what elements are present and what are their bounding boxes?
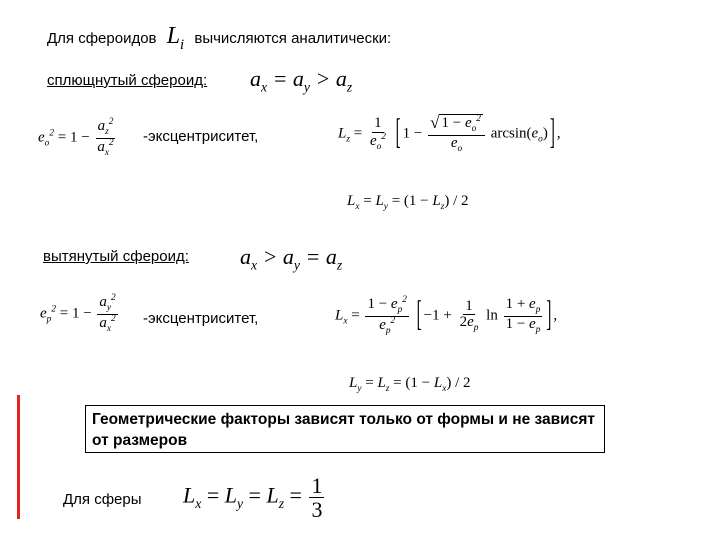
note-box: Геометрические факторы зависят только от формы и не зависят от размеров xyxy=(85,405,605,453)
sphere-formula: $L_x = L_y = L_z$ = $\frac{1}{3}$ xyxy=(183,473,323,523)
oblate-heading: сплющнутый сфероид: xyxy=(47,72,208,89)
oblate-LxLy-formula: $L_x = L_y = (1 - L_z) / 2$ xyxy=(347,193,469,212)
intro-symbol: $L_i$ xyxy=(166,23,185,53)
accent-bar xyxy=(17,395,20,519)
oblate-Lz-formula: $L_z$ = $\frac{1}{e_o^2}$ [ 1 − √ $1 - e_o^2$ $e_o$ $\arcsin(e_o)$ ] , xyxy=(338,113,561,154)
prolate-condition: $a_x > a_y = a_z$ xyxy=(240,244,343,273)
sphere-label: Для сферы xyxy=(63,491,142,508)
intro-line xyxy=(47,23,391,54)
prolate-ecc-label: -эксцентриситет, xyxy=(143,310,259,327)
prolate-Lx-formula: $L_x$ = $\frac{1 - e_p^2}{e_p^2}$ [ −1 + $\frac{1}{2e_p}$ ln $\frac{1 + e_p}{1 - e_p}$ ] , xyxy=(335,295,558,336)
oblate-ecc-label: -эксцентриситет, xyxy=(143,128,259,145)
prolate-heading: вытянутый сфероид: xyxy=(43,248,189,265)
oblate-ecc-formula: $e_o^2 = 1$ − $\frac{a_z^2}{a_x^2}$ xyxy=(38,117,114,158)
oblate-condition: $a_x = a_y > a_z$ xyxy=(250,66,353,95)
prolate-ecc-formula: $e_p^2 = 1$ − $\frac{a_y^2}{a_x^2}$ xyxy=(40,293,116,334)
intro-suffix: вычисляются аналитически: xyxy=(194,30,392,47)
intro-prefix: Для сфероидов xyxy=(47,30,157,47)
prolate-LyLz-formula: $L_y = L_z = (1 - L_x) / 2$ xyxy=(349,375,471,394)
